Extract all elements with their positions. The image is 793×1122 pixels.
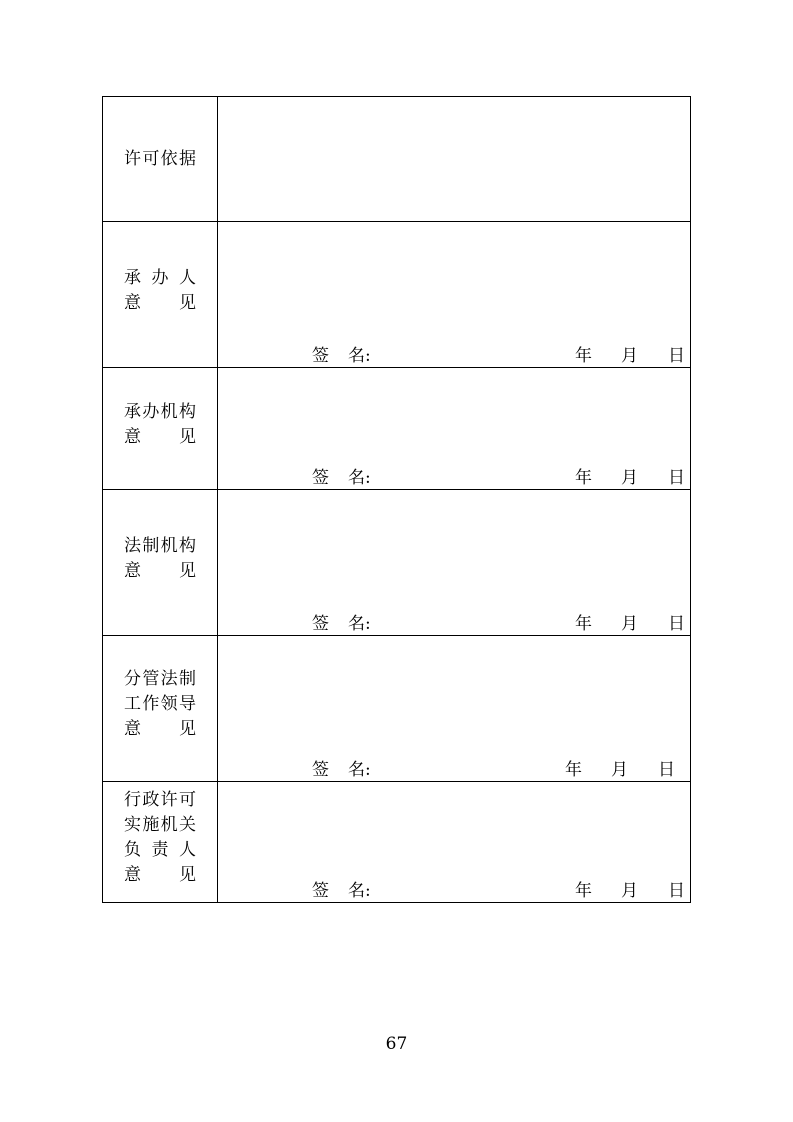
- row-label-line: [124, 559, 196, 584]
- row-label-line: [124, 692, 196, 717]
- row-label-line: [124, 400, 196, 425]
- row-label-char: 见: [179, 292, 196, 313]
- year-label: 年: [575, 346, 592, 366]
- row-label-line: [124, 425, 196, 450]
- opinion-content-cell[interactable]: [218, 222, 691, 368]
- row-label-char: 构: [178, 535, 196, 556]
- opinion-content-cell[interactable]: [218, 490, 691, 636]
- approval-form-table: [102, 96, 691, 903]
- row-label-char: 意: [124, 560, 141, 581]
- row-label: [124, 400, 196, 450]
- row-label-char: 许: [124, 148, 141, 169]
- row-label-line: [124, 147, 196, 172]
- row-label-char: 办: [151, 267, 169, 288]
- signature-label-char: 签: [312, 346, 329, 366]
- row-label-char: 作: [142, 694, 160, 714]
- signature-line: [218, 877, 690, 901]
- row-label-char: 见: [179, 426, 196, 447]
- row-label-char: 机: [160, 401, 178, 422]
- row-label-char: 工: [124, 694, 141, 714]
- day-label: 日: [668, 468, 685, 488]
- row-label-char: 法: [160, 669, 178, 689]
- opinion-content-cell[interactable]: [218, 636, 691, 782]
- row-label-char: 管: [142, 669, 160, 689]
- row-label-char: 制: [178, 669, 196, 689]
- form-row: [103, 782, 691, 903]
- row-label-char: 负: [124, 840, 141, 860]
- month-label: 月: [621, 468, 638, 488]
- row-label-char: 政: [142, 790, 160, 810]
- year-label: 年: [575, 468, 592, 488]
- row-label-char: 承: [124, 267, 141, 288]
- signature-line: [218, 610, 690, 634]
- month-label: 月: [611, 760, 628, 780]
- month-label: 月: [621, 614, 638, 634]
- row-label-line: [124, 863, 196, 888]
- day-label: 日: [668, 614, 685, 634]
- row-label-char: 实: [124, 815, 141, 835]
- row-label-char: 意: [124, 865, 141, 885]
- row-label-char: 人: [179, 267, 196, 288]
- signature-label-char: 签: [312, 760, 329, 780]
- row-label-char: 责: [151, 840, 169, 860]
- row-label-cell: [103, 222, 218, 368]
- signature-label: [312, 341, 371, 366]
- signature-label-char: 签: [312, 468, 329, 488]
- row-label-char: 见: [179, 560, 196, 581]
- row-label-char: 可: [178, 790, 196, 810]
- row-label-cell: [103, 782, 218, 903]
- row-label: [124, 147, 196, 172]
- row-label: [124, 534, 196, 584]
- signature-label-char: 名:: [348, 760, 371, 780]
- signature-line: [218, 756, 690, 780]
- row-label-char: 分: [124, 669, 141, 689]
- signature-label: [312, 755, 371, 780]
- day-label: 日: [668, 346, 685, 366]
- page-number: 67: [385, 1034, 408, 1054]
- row-label-char: 见: [179, 719, 196, 739]
- row-label-cell: [103, 490, 218, 636]
- signature-label: [312, 876, 371, 901]
- row-label-line: [124, 788, 196, 813]
- opinion-content-cell[interactable]: [218, 97, 691, 222]
- signature-label-char: 签: [312, 614, 329, 634]
- row-label-char: 行: [124, 790, 141, 810]
- row-label-char: 法: [124, 535, 141, 556]
- row-label-line: [124, 667, 196, 692]
- form-row: [103, 97, 691, 222]
- row-label: [124, 788, 196, 888]
- row-label-line: [124, 266, 196, 291]
- signature-label: [312, 463, 371, 488]
- row-label-char: 意: [124, 719, 141, 739]
- row-label-line: [124, 717, 196, 742]
- year-label: 年: [575, 614, 592, 634]
- row-label-char: 见: [179, 865, 196, 885]
- year-label: 年: [575, 881, 592, 901]
- row-label-char: 意: [124, 426, 141, 447]
- row-label-char: 承: [124, 401, 141, 422]
- row-label-char: 依: [160, 148, 178, 169]
- row-label-cell: [103, 636, 218, 782]
- form-row: [103, 490, 691, 636]
- row-label-char: 制: [142, 535, 160, 556]
- row-label-char: 办: [142, 401, 160, 422]
- day-label: 日: [658, 760, 675, 780]
- row-label-char: 导: [178, 694, 196, 714]
- row-label-char: 机: [160, 535, 178, 556]
- signature-label-char: 名:: [348, 468, 371, 488]
- row-label-line: [124, 813, 196, 838]
- signature-label-char: 签: [312, 881, 329, 901]
- opinion-content-cell[interactable]: [218, 782, 691, 903]
- row-label-char: 人: [179, 840, 196, 860]
- signature-label-char: 名:: [348, 614, 371, 634]
- form-row: [103, 222, 691, 368]
- row-label-char: 可: [142, 148, 160, 169]
- row-label: [124, 266, 196, 316]
- signature-label: [312, 609, 371, 634]
- signature-line: [218, 342, 690, 366]
- row-label-char: 构: [178, 401, 196, 422]
- row-label-line: [124, 838, 196, 863]
- row-label-line: [124, 534, 196, 559]
- row-label-char: 机: [160, 815, 178, 835]
- month-label: 月: [621, 346, 638, 366]
- form-row: [103, 636, 691, 782]
- row-label: [124, 667, 196, 742]
- year-label: 年: [565, 760, 582, 780]
- signature-label-char: 名:: [348, 881, 371, 901]
- row-label-cell: [103, 368, 218, 490]
- form-row: [103, 368, 691, 490]
- row-label-char: 意: [124, 292, 141, 313]
- row-label-line: [124, 291, 196, 316]
- signature-label-char: 名:: [348, 346, 371, 366]
- row-label-char: 施: [142, 815, 160, 835]
- row-label-char: 关: [178, 815, 196, 835]
- month-label: 月: [621, 881, 638, 901]
- signature-line: [218, 464, 690, 488]
- opinion-content-cell[interactable]: [218, 368, 691, 490]
- row-label-char: 领: [160, 694, 178, 714]
- row-label-cell: [103, 97, 218, 222]
- row-label-char: 据: [178, 148, 196, 169]
- day-label: 日: [668, 881, 685, 901]
- row-label-char: 许: [160, 790, 178, 810]
